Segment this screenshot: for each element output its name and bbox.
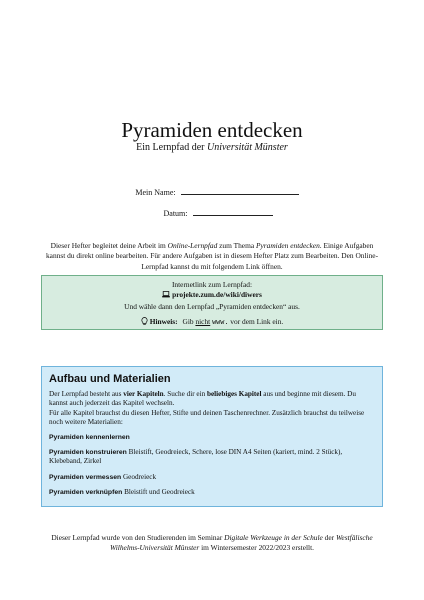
hint-line — [42, 317, 382, 328]
list-item — [49, 448, 375, 467]
intro-paragraph — [42, 241, 382, 272]
link-instruction: Und wähle dann den Lernpfad „Pyramiden entdecken“ aus. — [124, 301, 300, 311]
materials-requirements: Für alle Kapitel brauchst du diesen Hefter, Stifte und deinen Taschenrechner. Zusätzlich brauchst du teilweise noch weitere Materialien: — [49, 408, 365, 427]
link-line — [42, 290, 382, 301]
intro-text-2: zum Thema — [217, 241, 256, 250]
page-title: Pyramiden entdecken — [121, 118, 303, 142]
subtitle-prefix: Ein Lernpfad der — [136, 142, 207, 153]
mat-text-c: . Suche dir ein — [163, 390, 207, 398]
hint-text-nicht: nicht — [195, 316, 211, 326]
name-label: Mein Name: — [135, 188, 176, 197]
chapter-name: Pyramiden konstruieren — [49, 449, 127, 457]
materials-intro — [49, 390, 375, 409]
date-label: Datum: — [163, 209, 188, 218]
materials-heading: Aufbau und Materialien — [49, 373, 171, 385]
chapter-name: Pyramiden verknüpfen — [49, 489, 123, 497]
chapter-name: Pyramiden kennenlernen — [49, 433, 130, 441]
chapter-name: Pyramiden vermessen — [49, 473, 122, 481]
chapter-materials: Geodreieck — [122, 472, 157, 481]
footer-text-a: Dieser Lernpfad wurde von den Studierenden im Seminar — [51, 533, 225, 542]
intro-em-2: Pyramiden entdecken — [255, 241, 320, 250]
chapter-materials: Bleistift, Geodreieck, Schere, lose DIN A4 Seiten (kariert, mind. 2 Stück), Klebeband, Zirkel — [49, 448, 343, 466]
page-subtitle — [0, 142, 424, 154]
hint-text-post: vor dem Link ein. — [228, 316, 284, 326]
lightbulb-icon — [141, 317, 148, 328]
hint-text-www: www. — [212, 317, 229, 326]
mat-bold-d: beliebiges Kapitel — [206, 390, 262, 398]
name-field[interactable] — [181, 186, 299, 195]
link-box — [41, 275, 383, 330]
name-field-row — [0, 186, 424, 198]
hint-text-pre: Gib — [182, 316, 196, 326]
link-box-heading: Internetlink zum Lernpfad: — [171, 280, 253, 289]
footer-seminar: Digitale Werkzeuge in der Schule — [224, 533, 323, 542]
date-field-row — [0, 207, 424, 219]
list-item — [49, 433, 375, 442]
mat-text-a: Der Lernpfad besteht aus — [49, 390, 124, 398]
footer-note — [40, 533, 384, 554]
lernpfad-link[interactable]: projekte.zum.de/wiki/diwers — [172, 290, 262, 300]
footer-text-c: der — [322, 533, 336, 542]
laptop-icon — [162, 291, 170, 301]
materials-box — [41, 366, 383, 507]
chapter-materials: Bleistift und Geodreieck — [124, 488, 195, 497]
intro-em-1: Online-Lernpfad — [167, 241, 218, 250]
subtitle-institution: Universität Münster — [206, 142, 288, 153]
mat-bold-b: vier Kapiteln — [123, 390, 164, 398]
intro-text-3: . Einige Aufgaben kannst du direkt online bearbeiten. Für andere Aufgaben ist in diesem Hefter Platz zum Bearbeiten. Den Online-Lernpfad kannst du mit folgendem Link öffnen. — [45, 241, 379, 271]
footer-text-e: im Wintersemester 2022/2023 erstellt. — [199, 543, 314, 553]
footer-university: Westfälische Wilhelms-Universität Münster — [109, 533, 373, 553]
list-item — [49, 473, 375, 482]
date-field[interactable] — [193, 207, 273, 216]
list-item — [49, 488, 375, 497]
hint-label: Hinweis: — [149, 316, 178, 326]
intro-text-1: Dieser Hefter begleitet deine Arbeit im — [50, 241, 168, 250]
mat-text-e: aus und beginne mit diesem. Du kannst auch jederzeit das Kapitel wechseln. — [49, 390, 356, 408]
